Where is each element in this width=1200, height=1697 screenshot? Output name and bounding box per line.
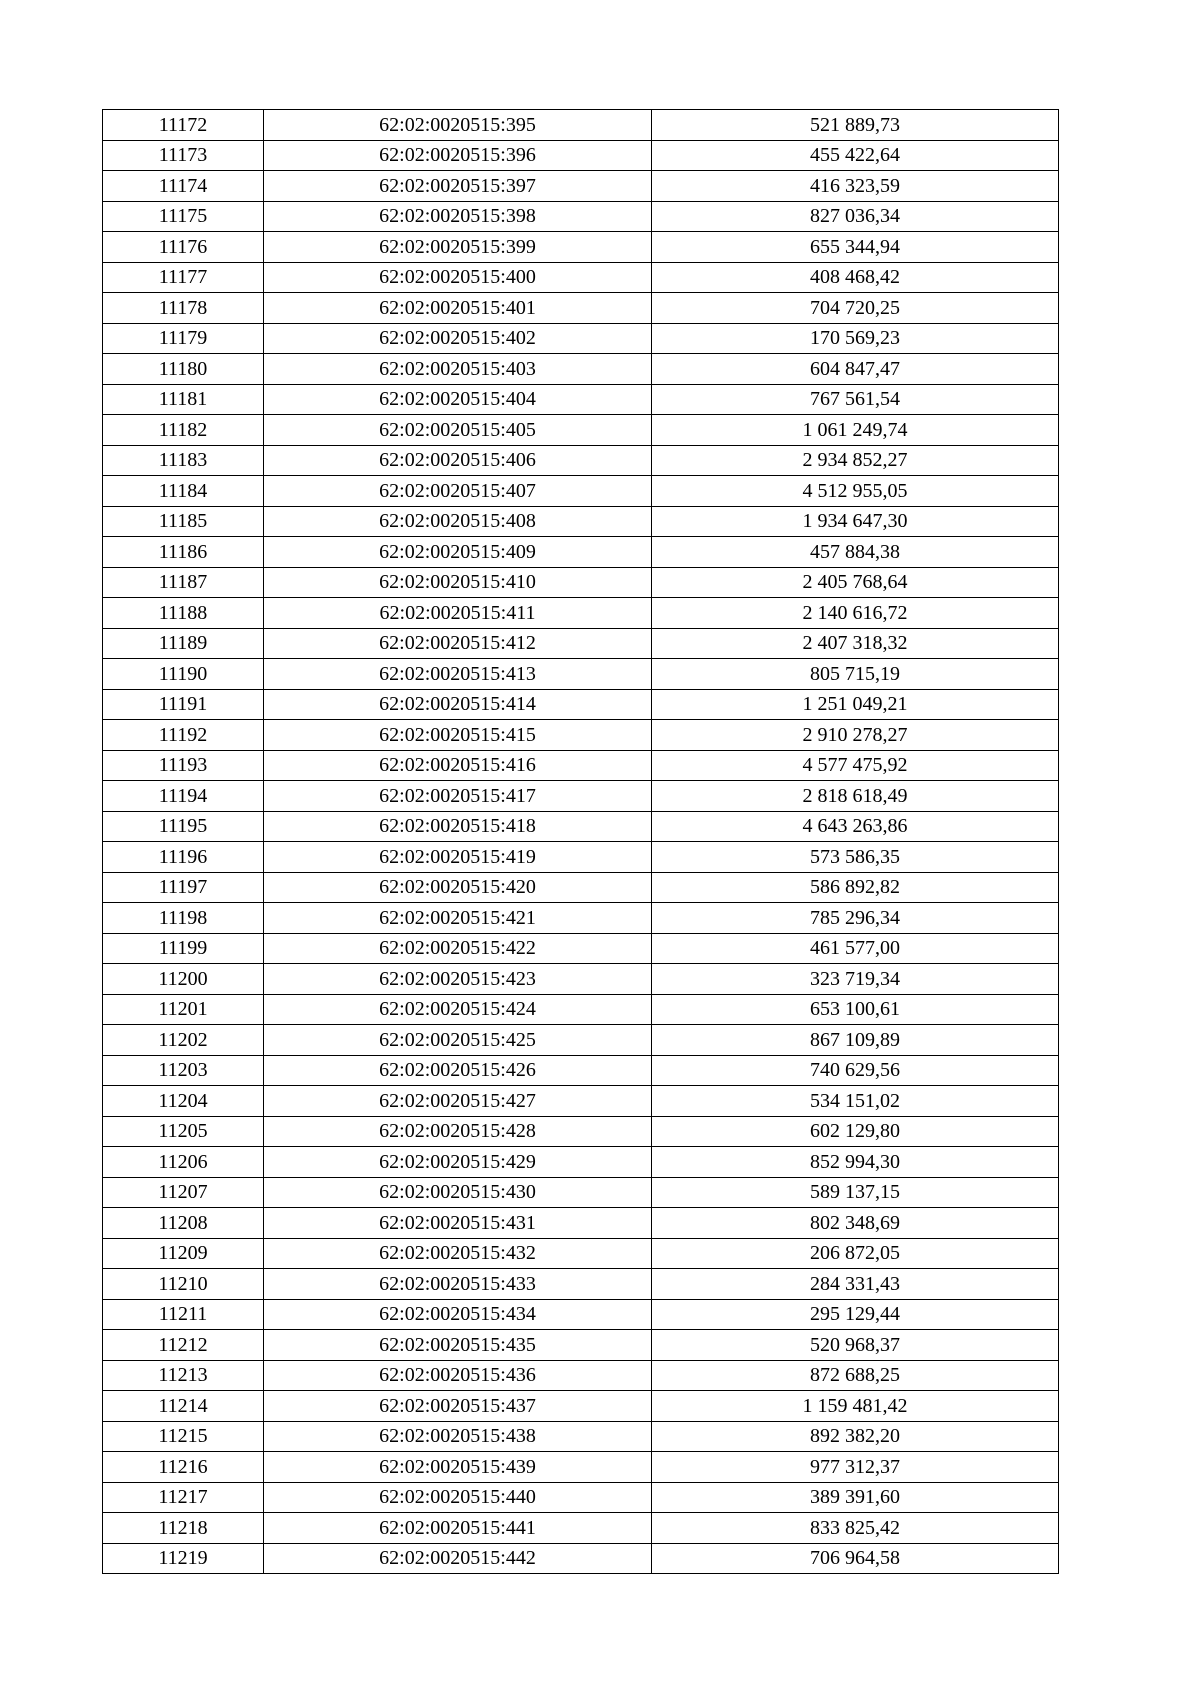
cadastral-value-cell: 833 825,42 (652, 1513, 1059, 1544)
cadastral-number-cell: 62:02:0020515:430 (264, 1177, 652, 1208)
cadastral-number-cell: 62:02:0020515:436 (264, 1360, 652, 1391)
row-number-cell: 11212 (103, 1330, 264, 1361)
row-number-cell: 11205 (103, 1116, 264, 1147)
table-row (103, 1177, 1059, 1208)
row-number-cell: 11199 (103, 933, 264, 964)
cadastral-value-cell: 520 968,37 (652, 1330, 1059, 1361)
table-row (103, 964, 1059, 995)
table-row (103, 1482, 1059, 1513)
cadastral-value-table (102, 109, 1059, 1574)
cadastral-value-cell: 4 643 263,86 (652, 811, 1059, 842)
table-body (103, 110, 1059, 1574)
cadastral-number-cell: 62:02:0020515:435 (264, 1330, 652, 1361)
cadastral-number-cell: 62:02:0020515:440 (264, 1482, 652, 1513)
row-number-cell: 11196 (103, 842, 264, 873)
cadastral-value-cell: 2 818 618,49 (652, 781, 1059, 812)
row-number-cell: 11204 (103, 1086, 264, 1117)
row-number-cell: 11188 (103, 598, 264, 629)
row-number-cell: 11216 (103, 1452, 264, 1483)
row-number-cell: 11210 (103, 1269, 264, 1300)
cadastral-value-cell: 872 688,25 (652, 1360, 1059, 1391)
table-row (103, 598, 1059, 629)
row-number-cell: 11172 (103, 110, 264, 141)
table-row (103, 201, 1059, 232)
cadastral-number-cell: 62:02:0020515:400 (264, 262, 652, 293)
table-row (103, 140, 1059, 171)
table-row (103, 1055, 1059, 1086)
table-row (103, 354, 1059, 385)
cadastral-value-cell: 1 934 647,30 (652, 506, 1059, 537)
cadastral-value-cell: 455 422,64 (652, 140, 1059, 171)
cadastral-value-cell: 416 323,59 (652, 171, 1059, 202)
table-row (103, 506, 1059, 537)
cadastral-number-cell: 62:02:0020515:432 (264, 1238, 652, 1269)
row-number-cell: 11215 (103, 1421, 264, 1452)
cadastral-value-cell: 534 151,02 (652, 1086, 1059, 1117)
table-row (103, 171, 1059, 202)
row-number-cell: 11200 (103, 964, 264, 995)
cadastral-value-cell: 206 872,05 (652, 1238, 1059, 1269)
row-number-cell: 11190 (103, 659, 264, 690)
table-row (103, 110, 1059, 141)
row-number-cell: 11182 (103, 415, 264, 446)
row-number-cell: 11197 (103, 872, 264, 903)
cadastral-value-cell: 4 512 955,05 (652, 476, 1059, 507)
cadastral-number-cell: 62:02:0020515:409 (264, 537, 652, 568)
row-number-cell: 11177 (103, 262, 264, 293)
cadastral-number-cell: 62:02:0020515:439 (264, 1452, 652, 1483)
table-row (103, 232, 1059, 263)
cadastral-number-cell: 62:02:0020515:398 (264, 201, 652, 232)
row-number-cell: 11179 (103, 323, 264, 354)
cadastral-number-cell: 62:02:0020515:403 (264, 354, 652, 385)
row-number-cell: 11219 (103, 1543, 264, 1574)
cadastral-value-cell: 457 884,38 (652, 537, 1059, 568)
cadastral-value-cell: 4 577 475,92 (652, 750, 1059, 781)
row-number-cell: 11191 (103, 689, 264, 720)
table-row (103, 1269, 1059, 1300)
table-row (103, 781, 1059, 812)
cadastral-number-cell: 62:02:0020515:427 (264, 1086, 652, 1117)
row-number-cell: 11186 (103, 537, 264, 568)
row-number-cell: 11174 (103, 171, 264, 202)
cadastral-number-cell: 62:02:0020515:420 (264, 872, 652, 903)
cadastral-value-cell: 170 569,23 (652, 323, 1059, 354)
cadastral-number-cell: 62:02:0020515:405 (264, 415, 652, 446)
cadastral-number-cell: 62:02:0020515:395 (264, 110, 652, 141)
cadastral-number-cell: 62:02:0020515:396 (264, 140, 652, 171)
row-number-cell: 11173 (103, 140, 264, 171)
row-number-cell: 11202 (103, 1025, 264, 1056)
row-number-cell: 11183 (103, 445, 264, 476)
cadastral-value-cell: 602 129,80 (652, 1116, 1059, 1147)
cadastral-value-cell: 852 994,30 (652, 1147, 1059, 1178)
cadastral-number-cell: 62:02:0020515:422 (264, 933, 652, 964)
cadastral-value-cell: 892 382,20 (652, 1421, 1059, 1452)
table-row (103, 659, 1059, 690)
cadastral-number-cell: 62:02:0020515:419 (264, 842, 652, 873)
row-number-cell: 11211 (103, 1299, 264, 1330)
cadastral-value-cell: 785 296,34 (652, 903, 1059, 934)
cadastral-number-cell: 62:02:0020515:416 (264, 750, 652, 781)
cadastral-number-cell: 62:02:0020515:425 (264, 1025, 652, 1056)
table-row (103, 872, 1059, 903)
cadastral-value-cell: 284 331,43 (652, 1269, 1059, 1300)
table-row (103, 1086, 1059, 1117)
table-row (103, 903, 1059, 934)
row-number-cell: 11193 (103, 750, 264, 781)
row-number-cell: 11181 (103, 384, 264, 415)
cadastral-number-cell: 62:02:0020515:442 (264, 1543, 652, 1574)
cadastral-number-cell: 62:02:0020515:438 (264, 1421, 652, 1452)
row-number-cell: 11195 (103, 811, 264, 842)
cadastral-number-cell: 62:02:0020515:428 (264, 1116, 652, 1147)
row-number-cell: 11209 (103, 1238, 264, 1269)
row-number-cell: 11207 (103, 1177, 264, 1208)
table-row (103, 415, 1059, 446)
cadastral-value-cell: 2 140 616,72 (652, 598, 1059, 629)
table-row (103, 1025, 1059, 1056)
row-number-cell: 11213 (103, 1360, 264, 1391)
table-row (103, 1330, 1059, 1361)
cadastral-number-cell: 62:02:0020515:397 (264, 171, 652, 202)
cadastral-number-cell: 62:02:0020515:433 (264, 1269, 652, 1300)
cadastral-number-cell: 62:02:0020515:434 (264, 1299, 652, 1330)
table-row (103, 567, 1059, 598)
cadastral-value-cell: 408 468,42 (652, 262, 1059, 293)
row-number-cell: 11180 (103, 354, 264, 385)
cadastral-value-cell: 740 629,56 (652, 1055, 1059, 1086)
table-row (103, 628, 1059, 659)
cadastral-number-cell: 62:02:0020515:423 (264, 964, 652, 995)
cadastral-number-cell: 62:02:0020515:437 (264, 1391, 652, 1422)
row-number-cell: 11208 (103, 1208, 264, 1239)
cadastral-number-cell: 62:02:0020515:421 (264, 903, 652, 934)
row-number-cell: 11201 (103, 994, 264, 1025)
cadastral-value-cell: 2 407 318,32 (652, 628, 1059, 659)
cadastral-value-cell: 1 159 481,42 (652, 1391, 1059, 1422)
row-number-cell: 11218 (103, 1513, 264, 1544)
table-row (103, 689, 1059, 720)
row-number-cell: 11184 (103, 476, 264, 507)
cadastral-value-cell: 977 312,37 (652, 1452, 1059, 1483)
table-row (103, 323, 1059, 354)
table-row (103, 262, 1059, 293)
cadastral-number-cell: 62:02:0020515:399 (264, 232, 652, 263)
table-row (103, 994, 1059, 1025)
cadastral-value-cell: 802 348,69 (652, 1208, 1059, 1239)
cadastral-value-cell: 653 100,61 (652, 994, 1059, 1025)
cadastral-number-cell: 62:02:0020515:412 (264, 628, 652, 659)
cadastral-value-cell: 1 251 049,21 (652, 689, 1059, 720)
cadastral-number-cell: 62:02:0020515:441 (264, 1513, 652, 1544)
cadastral-value-cell: 2 405 768,64 (652, 567, 1059, 598)
row-number-cell: 11206 (103, 1147, 264, 1178)
cadastral-value-cell: 827 036,34 (652, 201, 1059, 232)
cadastral-value-cell: 805 715,19 (652, 659, 1059, 690)
cadastral-value-cell: 521 889,73 (652, 110, 1059, 141)
cadastral-number-cell: 62:02:0020515:414 (264, 689, 652, 720)
row-number-cell: 11203 (103, 1055, 264, 1086)
table-row (103, 1543, 1059, 1574)
cadastral-number-cell: 62:02:0020515:408 (264, 506, 652, 537)
cadastral-value-cell: 1 061 249,74 (652, 415, 1059, 446)
table-row (103, 842, 1059, 873)
row-number-cell: 11194 (103, 781, 264, 812)
cadastral-value-cell: 604 847,47 (652, 354, 1059, 385)
cadastral-value-cell: 704 720,25 (652, 293, 1059, 324)
table-row (103, 476, 1059, 507)
row-number-cell: 11176 (103, 232, 264, 263)
table-row (103, 1208, 1059, 1239)
row-number-cell: 11178 (103, 293, 264, 324)
cadastral-number-cell: 62:02:0020515:407 (264, 476, 652, 507)
cadastral-number-cell: 62:02:0020515:415 (264, 720, 652, 751)
cadastral-value-cell: 655 344,94 (652, 232, 1059, 263)
row-number-cell: 11214 (103, 1391, 264, 1422)
cadastral-number-cell: 62:02:0020515:410 (264, 567, 652, 598)
cadastral-value-cell: 389 391,60 (652, 1482, 1059, 1513)
cadastral-number-cell: 62:02:0020515:431 (264, 1208, 652, 1239)
table-row (103, 1360, 1059, 1391)
table-row (103, 811, 1059, 842)
row-number-cell: 11175 (103, 201, 264, 232)
cadastral-number-cell: 62:02:0020515:424 (264, 994, 652, 1025)
table-row (103, 1513, 1059, 1544)
row-number-cell: 11187 (103, 567, 264, 598)
table-row (103, 933, 1059, 964)
row-number-cell: 11185 (103, 506, 264, 537)
table-row (103, 537, 1059, 568)
cadastral-number-cell: 62:02:0020515:402 (264, 323, 652, 354)
row-number-cell: 11217 (103, 1482, 264, 1513)
cadastral-value-cell: 589 137,15 (652, 1177, 1059, 1208)
cadastral-value-cell: 767 561,54 (652, 384, 1059, 415)
cadastral-value-cell: 2 910 278,27 (652, 720, 1059, 751)
row-number-cell: 11189 (103, 628, 264, 659)
cadastral-number-cell: 62:02:0020515:406 (264, 445, 652, 476)
cadastral-value-cell: 706 964,58 (652, 1543, 1059, 1574)
table-row (103, 1421, 1059, 1452)
table-row (103, 384, 1059, 415)
table-row (103, 750, 1059, 781)
table-row (103, 1116, 1059, 1147)
cadastral-value-cell: 461 577,00 (652, 933, 1059, 964)
cadastral-value-cell: 867 109,89 (652, 1025, 1059, 1056)
table-row (103, 720, 1059, 751)
cadastral-number-cell: 62:02:0020515:404 (264, 384, 652, 415)
table-row (103, 293, 1059, 324)
cadastral-number-cell: 62:02:0020515:418 (264, 811, 652, 842)
cadastral-value-cell: 2 934 852,27 (652, 445, 1059, 476)
cadastral-number-cell: 62:02:0020515:401 (264, 293, 652, 324)
row-number-cell: 11198 (103, 903, 264, 934)
table-row (103, 1452, 1059, 1483)
cadastral-value-cell: 323 719,34 (652, 964, 1059, 995)
table-row (103, 1391, 1059, 1422)
cadastral-number-cell: 62:02:0020515:426 (264, 1055, 652, 1086)
cadastral-number-cell: 62:02:0020515:429 (264, 1147, 652, 1178)
cadastral-value-cell: 573 586,35 (652, 842, 1059, 873)
cadastral-number-cell: 62:02:0020515:413 (264, 659, 652, 690)
table-row (103, 1147, 1059, 1178)
cadastral-number-cell: 62:02:0020515:411 (264, 598, 652, 629)
table-row (103, 445, 1059, 476)
cadastral-value-cell: 586 892,82 (652, 872, 1059, 903)
table-row (103, 1238, 1059, 1269)
table-row (103, 1299, 1059, 1330)
row-number-cell: 11192 (103, 720, 264, 751)
cadastral-number-cell: 62:02:0020515:417 (264, 781, 652, 812)
cadastral-value-cell: 295 129,44 (652, 1299, 1059, 1330)
